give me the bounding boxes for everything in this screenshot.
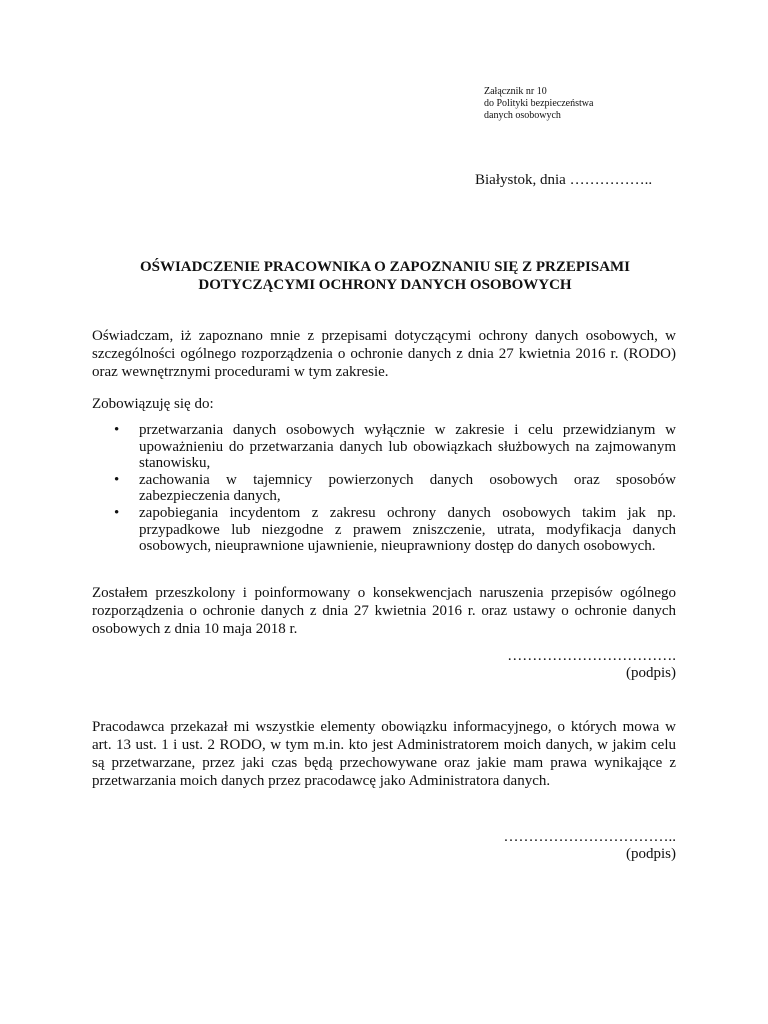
list-item-text: zachowania w tajemnicy powierzonych danych osobowych oraz sposobów zabezpieczenia danych, <box>139 471 676 505</box>
signature-label-1: (podpis) <box>626 665 676 681</box>
list-item <box>92 505 676 555</box>
bullet-icon: • <box>114 471 120 488</box>
document-title <box>90 258 680 294</box>
signature-label-2: (podpis) <box>626 846 676 862</box>
list-item <box>92 472 676 505</box>
obligations-intro: Zobowiązuję się do: <box>92 396 214 412</box>
list-item-text: przetwarzania danych osobowych wyłącznie w zakresie i celu przewidzianym w upoważnieniu do przetwarzania danych lub obowiązkach służbowych na zajmowanym stanowisku, <box>139 422 676 472</box>
list-item <box>92 422 676 472</box>
annex-line-2: do Polityki bezpieczeństwa <box>484 98 594 109</box>
annex-line-3: danych osobowych <box>484 110 561 121</box>
annex-note <box>484 86 593 122</box>
obligations-list <box>92 422 676 555</box>
annex-line-1: Załącznik nr 10 <box>484 86 547 97</box>
title-line-1: OŚWIADCZENIE PRACOWNIKA O ZAPOZNANIU SIĘ Z PRZEPISAMI <box>139 259 631 275</box>
bullet-icon: • <box>114 504 120 521</box>
place-and-date: Białystok, dnia …………….. <box>475 172 653 188</box>
list-item-text: zapobiegania incydentom z zakresu ochrony danych osobowych takim jak np. przypadkowe lub niezgodne z prawem zniszczenie, utrata, modyfikacja danych osobowych, nieuprawnione ujawnienie, nieuprawniony dostęp do danych osobowych. <box>139 504 676 555</box>
signature-line-1: ……………………………. <box>507 648 676 664</box>
training-paragraph: Zostałem przeszkolony i poinformowany o konsekwencjach naruszenia przepisów ogólnego rozporządzenia o ochronie danych z dnia 27 kwietnia 2016 r. oraz ustawy o ochronie danych osobowych z dnia 10 maja 2018 r. <box>92 585 676 637</box>
declaration-paragraph: Oświadczam, iż zapoznano mnie z przepisami dotyczącymi ochrony danych osobowych, w szczególności ogólnego rozporządzenia o ochronie danych z dnia 27 kwietnia 2016 r. (RODO) oraz wewnętrznymi procedurami w tym zakresie. <box>92 328 676 380</box>
bullet-icon: • <box>114 422 120 438</box>
title-line-2: DOTYCZĄCYMI OCHRONY DANYCH OSOBOWYCH <box>198 277 572 293</box>
information-paragraph: Pracodawca przekazał mi wszystkie elementy obowiązku informacyjnego, o których mowa w art. 13 ust. 1 i ust. 2 RODO, w tym m.in. kto jest Administratorem moich danych, w jakim celu są przetwarzane, przez jaki czas będą przechowywane oraz jakie mam prawa wynikające z przetwarzania moich danych przez pracodawcę jako Administratora danych. <box>92 719 676 789</box>
signature-line-2: …………………………….. <box>503 829 676 845</box>
